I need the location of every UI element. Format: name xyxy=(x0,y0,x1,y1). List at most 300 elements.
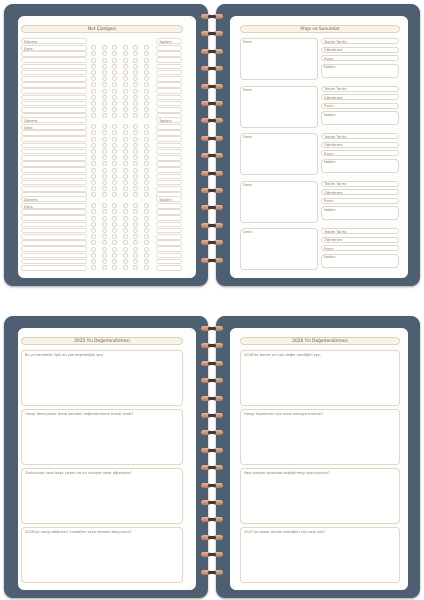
total-cell[interactable] xyxy=(156,76,182,82)
grade-circle[interactable] xyxy=(112,70,117,75)
grade-circle[interactable] xyxy=(102,253,107,258)
grade-circle[interactable] xyxy=(144,247,149,252)
grade-circle[interactable] xyxy=(102,58,107,63)
subject-row[interactable] xyxy=(21,222,87,228)
grade-circle[interactable] xyxy=(144,82,149,87)
grade-circle[interactable] xyxy=(144,234,149,239)
grade-circle[interactable] xyxy=(144,124,149,129)
total-cell[interactable] xyxy=(156,51,182,57)
total-cell[interactable] xyxy=(156,130,182,136)
grade-circle[interactable] xyxy=(144,70,149,75)
due-date-field[interactable] xyxy=(321,181,399,187)
subject-row[interactable] xyxy=(21,209,87,215)
grade-circle[interactable] xyxy=(91,143,96,148)
grade-circle[interactable] xyxy=(123,107,128,112)
subject-row[interactable] xyxy=(21,215,87,221)
grade-circle[interactable] xyxy=(123,95,128,100)
grade-circle[interactable] xyxy=(91,209,96,214)
grade-circle[interactable] xyxy=(123,253,128,258)
subject-row[interactable] xyxy=(21,45,87,51)
grade-circle[interactable] xyxy=(91,58,96,63)
grade-circle[interactable] xyxy=(123,155,128,160)
grade-circle[interactable] xyxy=(133,209,138,214)
grade-circle[interactable] xyxy=(144,64,149,69)
score-field[interactable] xyxy=(321,198,399,204)
notes-field[interactable] xyxy=(321,64,399,78)
grade-circle[interactable] xyxy=(133,70,138,75)
grade-circle[interactable] xyxy=(144,58,149,63)
grade-circle[interactable] xyxy=(144,168,149,173)
term-field[interactable] xyxy=(21,117,87,123)
grade-circle[interactable] xyxy=(112,58,117,63)
grade-circle[interactable] xyxy=(123,234,128,239)
grade-circle[interactable] xyxy=(112,180,117,185)
grade-circle[interactable] xyxy=(102,82,107,87)
grade-circle[interactable] xyxy=(123,174,128,179)
grade-circle[interactable] xyxy=(102,107,107,112)
grade-circle[interactable] xyxy=(144,149,149,154)
grade-circle[interactable] xyxy=(91,155,96,160)
total-cell[interactable] xyxy=(156,259,182,265)
grade-circle[interactable] xyxy=(144,45,149,50)
due-date-field[interactable] xyxy=(321,86,399,92)
total-cell[interactable] xyxy=(156,167,182,173)
grade-circle[interactable] xyxy=(123,259,128,264)
grade-circle[interactable] xyxy=(144,155,149,160)
grade-circle[interactable] xyxy=(133,51,138,56)
grade-circle[interactable] xyxy=(91,168,96,173)
teacher-field[interactable] xyxy=(321,142,399,148)
subject-row[interactable] xyxy=(21,228,87,234)
grade-circle[interactable] xyxy=(133,45,138,50)
grade-circle[interactable] xyxy=(112,259,117,264)
grade-circle[interactable] xyxy=(102,149,107,154)
total-cell[interactable] xyxy=(156,155,182,161)
grade-circle[interactable] xyxy=(91,234,96,239)
grade-circle[interactable] xyxy=(123,180,128,185)
grade-circle[interactable] xyxy=(144,180,149,185)
subject-row[interactable] xyxy=(21,253,87,259)
grade-circle[interactable] xyxy=(133,259,138,264)
subject-row[interactable] xyxy=(21,203,87,209)
grade-circle[interactable] xyxy=(91,259,96,264)
total-cell[interactable] xyxy=(156,70,182,76)
grade-circle[interactable] xyxy=(91,101,96,106)
total-cell[interactable] xyxy=(156,101,182,107)
grade-circle[interactable] xyxy=(144,95,149,100)
teacher-field[interactable] xyxy=(321,189,399,195)
subject-row[interactable] xyxy=(21,130,87,136)
subject-row[interactable] xyxy=(21,180,87,186)
grade-circle[interactable] xyxy=(91,113,96,118)
score-field[interactable] xyxy=(321,245,399,251)
total-cell[interactable] xyxy=(156,136,182,142)
subject-row[interactable] xyxy=(21,149,87,155)
grade-circle[interactable] xyxy=(123,58,128,63)
grade-circle[interactable] xyxy=(112,228,117,233)
grade-circle[interactable] xyxy=(133,168,138,173)
grade-circle[interactable] xyxy=(91,149,96,154)
notes-field[interactable] xyxy=(321,159,399,173)
grade-circle[interactable] xyxy=(144,203,149,208)
grade-circle[interactable] xyxy=(102,155,107,160)
grade-circle[interactable] xyxy=(91,253,96,258)
grade-circle[interactable] xyxy=(91,192,96,197)
grade-circle[interactable] xyxy=(123,143,128,148)
subject-row[interactable] xyxy=(21,161,87,167)
grade-circle[interactable] xyxy=(91,247,96,252)
grade-circle[interactable] xyxy=(102,216,107,221)
grade-circle[interactable] xyxy=(91,76,96,81)
grade-circle[interactable] xyxy=(144,51,149,56)
grade-circle[interactable] xyxy=(123,216,128,221)
grade-circle[interactable] xyxy=(91,137,96,142)
grade-circle[interactable] xyxy=(144,89,149,94)
grade-circle[interactable] xyxy=(112,89,117,94)
grade-circle[interactable] xyxy=(123,186,128,191)
grade-circle[interactable] xyxy=(112,107,117,112)
grade-circle[interactable] xyxy=(123,228,128,233)
grade-circle[interactable] xyxy=(112,186,117,191)
total-cell[interactable] xyxy=(156,180,182,186)
grade-circle[interactable] xyxy=(112,101,117,106)
total-cell[interactable] xyxy=(156,174,182,180)
grade-circle[interactable] xyxy=(133,107,138,112)
grade-circle[interactable] xyxy=(123,113,128,118)
grade-circle[interactable] xyxy=(91,174,96,179)
reflection-box[interactable] xyxy=(21,350,183,406)
grade-circle[interactable] xyxy=(91,107,96,112)
grade-circle[interactable] xyxy=(133,240,138,245)
grade-circle[interactable] xyxy=(133,216,138,221)
grade-circle[interactable] xyxy=(102,124,107,129)
grade-circle[interactable] xyxy=(91,180,96,185)
grade-circle[interactable] xyxy=(133,143,138,148)
grade-circle[interactable] xyxy=(112,130,117,135)
grade-circle[interactable] xyxy=(112,168,117,173)
grade-circle[interactable] xyxy=(123,124,128,129)
subject-row[interactable] xyxy=(21,88,87,94)
grade-circle[interactable] xyxy=(144,101,149,106)
grade-circle[interactable] xyxy=(102,203,107,208)
grade-circle[interactable] xyxy=(102,70,107,75)
grade-circle[interactable] xyxy=(102,180,107,185)
total-cell[interactable] xyxy=(156,57,182,63)
subject-row[interactable] xyxy=(21,265,87,271)
grade-circle[interactable] xyxy=(91,70,96,75)
grade-circle[interactable] xyxy=(112,247,117,252)
grade-circle[interactable] xyxy=(123,149,128,154)
grade-circle[interactable] xyxy=(102,222,107,227)
grade-circle[interactable] xyxy=(123,240,128,245)
grade-circle[interactable] xyxy=(102,174,107,179)
grade-circle[interactable] xyxy=(112,64,117,69)
grade-circle[interactable] xyxy=(102,192,107,197)
subject-row[interactable] xyxy=(21,259,87,265)
teacher-field[interactable] xyxy=(321,237,399,243)
reflection-box[interactable] xyxy=(21,409,183,465)
grade-circle[interactable] xyxy=(144,228,149,233)
total-cell[interactable] xyxy=(156,88,182,94)
subject-row[interactable] xyxy=(21,174,87,180)
grade-circle[interactable] xyxy=(102,143,107,148)
grade-circle[interactable] xyxy=(133,101,138,106)
grade-circle[interactable] xyxy=(133,247,138,252)
teacher-field[interactable] xyxy=(321,47,399,53)
grade-circle[interactable] xyxy=(102,137,107,142)
grade-circle[interactable] xyxy=(144,222,149,227)
grade-circle[interactable] xyxy=(91,228,96,233)
score-field[interactable] xyxy=(321,55,399,61)
grade-circle[interactable] xyxy=(144,161,149,166)
grade-circle[interactable] xyxy=(123,101,128,106)
total-cell[interactable] xyxy=(156,228,182,234)
total-cell[interactable] xyxy=(156,149,182,155)
score-field[interactable] xyxy=(321,150,399,156)
grade-circle[interactable] xyxy=(112,265,117,270)
notes-field[interactable] xyxy=(321,111,399,125)
grade-circle[interactable] xyxy=(102,64,107,69)
due-date-field[interactable] xyxy=(321,133,399,139)
grade-circle[interactable] xyxy=(102,265,107,270)
grade-circle[interactable] xyxy=(133,149,138,154)
reflection-box[interactable] xyxy=(21,468,183,524)
teacher-field[interactable] xyxy=(321,94,399,100)
total-cell[interactable] xyxy=(156,203,182,209)
grade-circle[interactable] xyxy=(123,82,128,87)
grade-circle[interactable] xyxy=(112,240,117,245)
grade-circle[interactable] xyxy=(123,265,128,270)
subject-row[interactable] xyxy=(21,51,87,57)
grade-circle[interactable] xyxy=(102,168,107,173)
grade-circle[interactable] xyxy=(144,174,149,179)
total-cell[interactable] xyxy=(156,161,182,167)
grade-circle[interactable] xyxy=(144,76,149,81)
reflection-box[interactable] xyxy=(240,527,400,583)
grade-circle[interactable] xyxy=(91,95,96,100)
total-cell[interactable] xyxy=(156,95,182,101)
grade-circle[interactable] xyxy=(102,186,107,191)
grade-circle[interactable] xyxy=(102,228,107,233)
grade-circle[interactable] xyxy=(102,101,107,106)
grade-circle[interactable] xyxy=(133,192,138,197)
grade-circle[interactable] xyxy=(144,143,149,148)
subject-row[interactable] xyxy=(21,186,87,192)
subject-row[interactable] xyxy=(21,82,87,88)
grade-circle[interactable] xyxy=(123,222,128,227)
grade-circle[interactable] xyxy=(91,51,96,56)
term-field[interactable] xyxy=(21,196,87,202)
grade-circle[interactable] xyxy=(133,124,138,129)
reflection-box[interactable] xyxy=(21,527,183,583)
grade-circle[interactable] xyxy=(112,143,117,148)
grade-circle[interactable] xyxy=(102,209,107,214)
grade-circle[interactable] xyxy=(144,265,149,270)
grade-circle[interactable] xyxy=(123,45,128,50)
grade-circle[interactable] xyxy=(112,137,117,142)
grade-circle[interactable] xyxy=(133,161,138,166)
total-cell[interactable] xyxy=(156,240,182,246)
grade-circle[interactable] xyxy=(102,113,107,118)
grade-circle[interactable] xyxy=(112,203,117,208)
grade-circle[interactable] xyxy=(144,209,149,214)
total-cell[interactable] xyxy=(156,222,182,228)
grade-circle[interactable] xyxy=(123,64,128,69)
grade-circle[interactable] xyxy=(144,130,149,135)
subject-row[interactable] xyxy=(21,234,87,240)
grade-circle[interactable] xyxy=(102,76,107,81)
subject-row[interactable] xyxy=(21,155,87,161)
subject-row[interactable] xyxy=(21,246,87,252)
grade-circle[interactable] xyxy=(144,253,149,258)
subject-row[interactable] xyxy=(21,240,87,246)
grade-circle[interactable] xyxy=(91,216,96,221)
total-cell[interactable] xyxy=(156,64,182,70)
grade-circle[interactable] xyxy=(133,180,138,185)
grade-circle[interactable] xyxy=(91,45,96,50)
grade-circle[interactable] xyxy=(91,124,96,129)
grade-circle[interactable] xyxy=(133,174,138,179)
subject-row[interactable] xyxy=(21,95,87,101)
term-field[interactable] xyxy=(21,38,87,44)
grade-circle[interactable] xyxy=(144,192,149,197)
grade-circle[interactable] xyxy=(112,95,117,100)
grade-circle[interactable] xyxy=(112,192,117,197)
subject-row[interactable] xyxy=(21,167,87,173)
grade-circle[interactable] xyxy=(133,265,138,270)
grade-circle[interactable] xyxy=(144,137,149,142)
grade-circle[interactable] xyxy=(91,222,96,227)
grade-circle[interactable] xyxy=(112,216,117,221)
grade-circle[interactable] xyxy=(123,89,128,94)
grade-circle[interactable] xyxy=(112,51,117,56)
grade-circle[interactable] xyxy=(133,95,138,100)
grade-circle[interactable] xyxy=(133,82,138,87)
grade-circle[interactable] xyxy=(123,51,128,56)
grade-circle[interactable] xyxy=(144,216,149,221)
grade-circle[interactable] xyxy=(112,149,117,154)
grade-circle[interactable] xyxy=(133,64,138,69)
grade-circle[interactable] xyxy=(112,82,117,87)
grade-circle[interactable] xyxy=(144,107,149,112)
grade-circle[interactable] xyxy=(144,240,149,245)
grade-circle[interactable] xyxy=(112,234,117,239)
grade-circle[interactable] xyxy=(144,186,149,191)
total-cell[interactable] xyxy=(156,209,182,215)
grade-circle[interactable] xyxy=(102,240,107,245)
total-cell[interactable] xyxy=(156,45,182,51)
grade-circle[interactable] xyxy=(91,265,96,270)
grade-circle[interactable] xyxy=(133,130,138,135)
grade-circle[interactable] xyxy=(133,113,138,118)
grade-circle[interactable] xyxy=(123,70,128,75)
subject-row[interactable] xyxy=(21,124,87,130)
reflection-box[interactable] xyxy=(240,468,400,524)
grade-circle[interactable] xyxy=(133,186,138,191)
grade-circle[interactable] xyxy=(133,234,138,239)
total-cell[interactable] xyxy=(156,124,182,130)
score-field[interactable] xyxy=(321,103,399,109)
subject-row[interactable] xyxy=(21,57,87,63)
reflection-box[interactable] xyxy=(240,350,400,406)
grade-circle[interactable] xyxy=(133,76,138,81)
grade-circle[interactable] xyxy=(133,228,138,233)
grade-circle[interactable] xyxy=(112,155,117,160)
total-cell[interactable] xyxy=(156,253,182,259)
project-subject-box[interactable] xyxy=(240,38,318,80)
grade-circle[interactable] xyxy=(144,259,149,264)
total-cell[interactable] xyxy=(156,107,182,113)
grade-circle[interactable] xyxy=(102,259,107,264)
project-subject-box[interactable] xyxy=(240,86,318,128)
grade-circle[interactable] xyxy=(91,130,96,135)
subject-row[interactable] xyxy=(21,76,87,82)
project-subject-box[interactable] xyxy=(240,133,318,175)
grade-circle[interactable] xyxy=(102,89,107,94)
grade-circle[interactable] xyxy=(144,113,149,118)
grade-circle[interactable] xyxy=(133,155,138,160)
grade-circle[interactable] xyxy=(102,234,107,239)
grade-circle[interactable] xyxy=(112,113,117,118)
subject-row[interactable] xyxy=(21,64,87,70)
grade-circle[interactable] xyxy=(112,209,117,214)
grade-circle[interactable] xyxy=(133,203,138,208)
grade-circle[interactable] xyxy=(91,186,96,191)
grade-circle[interactable] xyxy=(102,45,107,50)
subject-row[interactable] xyxy=(21,143,87,149)
reflection-box[interactable] xyxy=(240,409,400,465)
grade-circle[interactable] xyxy=(102,51,107,56)
grade-circle[interactable] xyxy=(102,247,107,252)
grade-circle[interactable] xyxy=(112,76,117,81)
grade-circle[interactable] xyxy=(133,222,138,227)
grade-circle[interactable] xyxy=(91,89,96,94)
grade-circle[interactable] xyxy=(102,95,107,100)
grade-circle[interactable] xyxy=(123,137,128,142)
grade-circle[interactable] xyxy=(112,161,117,166)
grade-circle[interactable] xyxy=(112,222,117,227)
grade-circle[interactable] xyxy=(123,161,128,166)
grade-circle[interactable] xyxy=(133,253,138,258)
subject-row[interactable] xyxy=(21,107,87,113)
total-cell[interactable] xyxy=(156,215,182,221)
grade-circle[interactable] xyxy=(133,89,138,94)
grade-circle[interactable] xyxy=(133,137,138,142)
grade-circle[interactable] xyxy=(91,203,96,208)
total-cell[interactable] xyxy=(156,234,182,240)
subject-row[interactable] xyxy=(21,101,87,107)
grade-circle[interactable] xyxy=(112,124,117,129)
notes-field[interactable] xyxy=(321,206,399,220)
grade-circle[interactable] xyxy=(123,76,128,81)
total-cell[interactable] xyxy=(156,246,182,252)
grade-circle[interactable] xyxy=(112,174,117,179)
grade-circle[interactable] xyxy=(91,64,96,69)
subject-row[interactable] xyxy=(21,136,87,142)
total-cell[interactable] xyxy=(156,186,182,192)
grade-circle[interactable] xyxy=(123,130,128,135)
grade-circle[interactable] xyxy=(123,168,128,173)
grade-circle[interactable] xyxy=(91,161,96,166)
grade-circle[interactable] xyxy=(102,130,107,135)
total-cell[interactable] xyxy=(156,265,182,271)
total-cell[interactable] xyxy=(156,143,182,149)
subject-row[interactable] xyxy=(21,70,87,76)
grade-circle[interactable] xyxy=(112,253,117,258)
grade-circle[interactable] xyxy=(133,58,138,63)
project-subject-box[interactable] xyxy=(240,228,318,270)
grade-circle[interactable] xyxy=(123,247,128,252)
